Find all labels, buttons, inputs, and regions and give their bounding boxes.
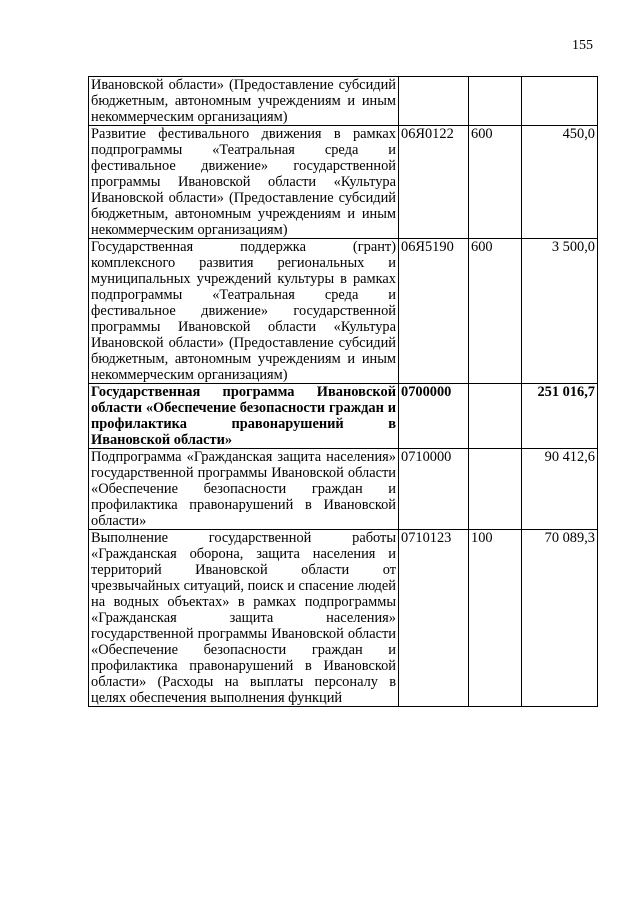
table-row [89, 449, 598, 530]
row-sum-cell: 450,0 [522, 126, 598, 239]
row-name-cell: Ивановской области» (Предоставление субсидий бюджетным, автономным учреждениям и иным некоммерческим организациям) [89, 77, 399, 126]
row-sum-cell: 251 016,7 [522, 384, 598, 449]
row-sum-cell: 90 412,6 [522, 449, 598, 530]
row-sum-cell: 70 089,3 [522, 530, 598, 707]
row-sum-cell [522, 77, 598, 126]
table-row [89, 530, 598, 707]
row-expense-type-cell [469, 77, 522, 126]
row-code-cell: 0710000 [399, 449, 469, 530]
row-code-cell: 06Я5190 [399, 239, 469, 384]
row-expense-type-cell: 600 [469, 126, 522, 239]
page-number: 155 [572, 38, 593, 53]
row-name-cell: Государственная поддержка (грант) комплексного развития региональных и муниципальных учреждений культуры в рамках подпрограммы «Театральная среда и фестивальное движение» государственной программы Ивановской области «Культура Ивановской области» (Предоставление субсидий бюджетным, автономным учреждениям и иным некоммерческим организациям) [89, 239, 399, 384]
row-code-cell: 0700000 [399, 384, 469, 449]
row-expense-type-cell: 600 [469, 239, 522, 384]
row-code-cell: 0710123 [399, 530, 469, 707]
row-code-cell [399, 77, 469, 126]
row-sum-cell: 3 500,0 [522, 239, 598, 384]
row-name-cell: Государственная программа Ивановской области «Обеспечение безопасности граждан и профилактика правонарушений в Ивановской области» [89, 384, 399, 449]
row-expense-type-cell [469, 449, 522, 530]
row-code-cell: 06Я0122 [399, 126, 469, 239]
table-row [89, 77, 598, 126]
row-name-cell: Выполнение государственной работы «Гражданская оборона, защита населения и территорий Ивановской области от чрезвычайных ситуаций, поиск и спасение людей на водных объектах» в рамках подпрограммы «Гражданская защита населения» государственной программы Ивановской области «Обеспечение безопасности граждан и профилактика правонарушений в Ивановской области» (Расходы на выплаты персоналу в целях обеспечения выполнения функций [89, 530, 399, 707]
table-body [89, 77, 598, 707]
row-name-cell: Развитие фестивального движения в рамках подпрограммы «Театральная среда и фестивальное движение» государственной программы Ивановской области «Культура Ивановской области» (Предоставление субсидий бюджетным, автономным учреждениям и иным некоммерческим организациям) [89, 126, 399, 239]
row-expense-type-cell [469, 384, 522, 449]
table-row [89, 384, 598, 449]
budget-table [88, 76, 598, 707]
row-name-cell: Подпрограмма «Гражданская защита населения» государственной программы Ивановской области «Обеспечение безопасности граждан и профилактика правонарушений в Ивановской области» [89, 449, 399, 530]
table-row [89, 239, 598, 384]
table-row [89, 126, 598, 239]
row-expense-type-cell: 100 [469, 530, 522, 707]
